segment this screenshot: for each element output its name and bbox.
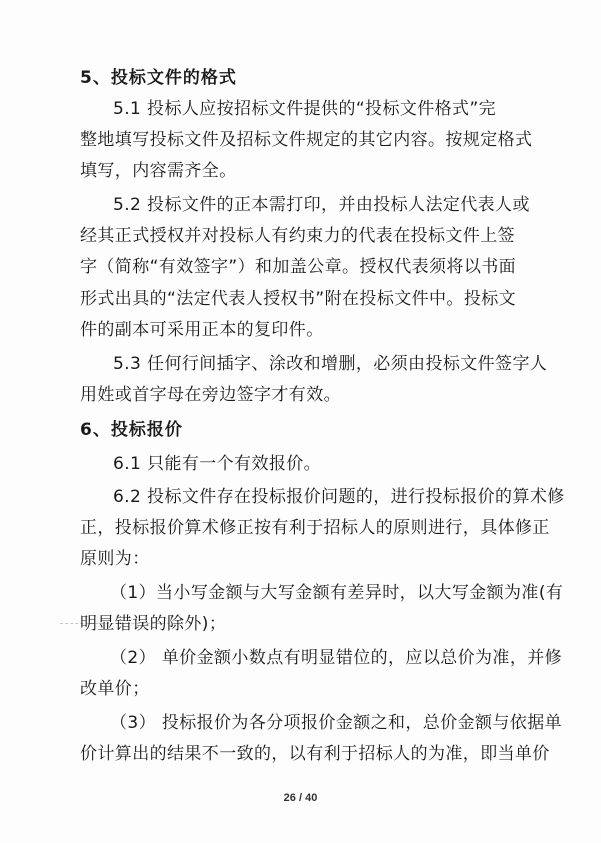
paragraph-6-1-line-1: 6.1 只能有一个有效报价。 xyxy=(113,454,322,474)
paragraph-5-2-line-2: 经其正式授权并对投标人有约束力的代表在投标文件上签 xyxy=(80,226,515,246)
item-1-line-2: 明显错误的除外)； xyxy=(80,614,227,634)
paragraph-5-2-line-1: 5.2 投标文件的正本需打印，并由投标人法定代表人或 xyxy=(113,195,530,215)
item-3-line-1: （3） 投标报价为各分项报价金额之和，总价金额与依据单 xyxy=(110,713,563,733)
paragraph-6-2-line-2: 正，投标报价算术修正按有利于招标人的原则进行，具体修正 xyxy=(80,518,550,538)
paragraph-5-1-line-1: 5.1 投标人应按招标文件提供的“投标文件格式”完 xyxy=(113,99,497,119)
section-5-heading: 5、投标文件的格式 xyxy=(80,68,237,88)
paragraph-5-3-line-1: 5.3 任何行间插字、涂改和增删，必须由投标文件签字人 xyxy=(113,354,548,374)
page-number: 26 / 40 xyxy=(283,792,318,804)
item-2-line-1: （2） 单价金额小数点有明显错位的，应以总价为准，并修 xyxy=(110,648,563,668)
paragraph-5-1-line-3: 填写，内容需齐全。 xyxy=(80,161,237,181)
paragraph-5-3-line-2: 用姓或首字母在旁边签字才有效。 xyxy=(80,385,341,405)
paragraph-5-2-line-3: 字（简称“有效签字”）和加盖公章。授权代表须将以书面 xyxy=(80,257,517,277)
item-3-line-2: 价计算出的结果不一致的，以有利于招标人的为准，即当单价 xyxy=(80,744,550,764)
item-1-line-1: （1）当小写金额与大写金额有差异时，以大写金额为准(有 xyxy=(110,583,564,603)
paragraph-5-2-line-4: 形式出具的“法定代表人授权书”附在投标文件中。投标文 xyxy=(80,289,517,309)
item-2-line-2: 改单价； xyxy=(80,679,150,699)
paragraph-6-2-line-1: 6.2 投标文件存在投标报价问题的，进行投标报价的算术修 xyxy=(113,487,565,507)
paragraph-5-2-line-5: 件的副本可采用正本的复印件。 xyxy=(80,320,324,340)
section-6-heading: 6、投标报价 xyxy=(80,420,183,440)
paragraph-5-1-line-2: 整地填写投标文件及招标文件规定的其它内容。按规定格式 xyxy=(80,130,533,150)
paragraph-6-2-line-3: 原则为： xyxy=(80,549,150,569)
